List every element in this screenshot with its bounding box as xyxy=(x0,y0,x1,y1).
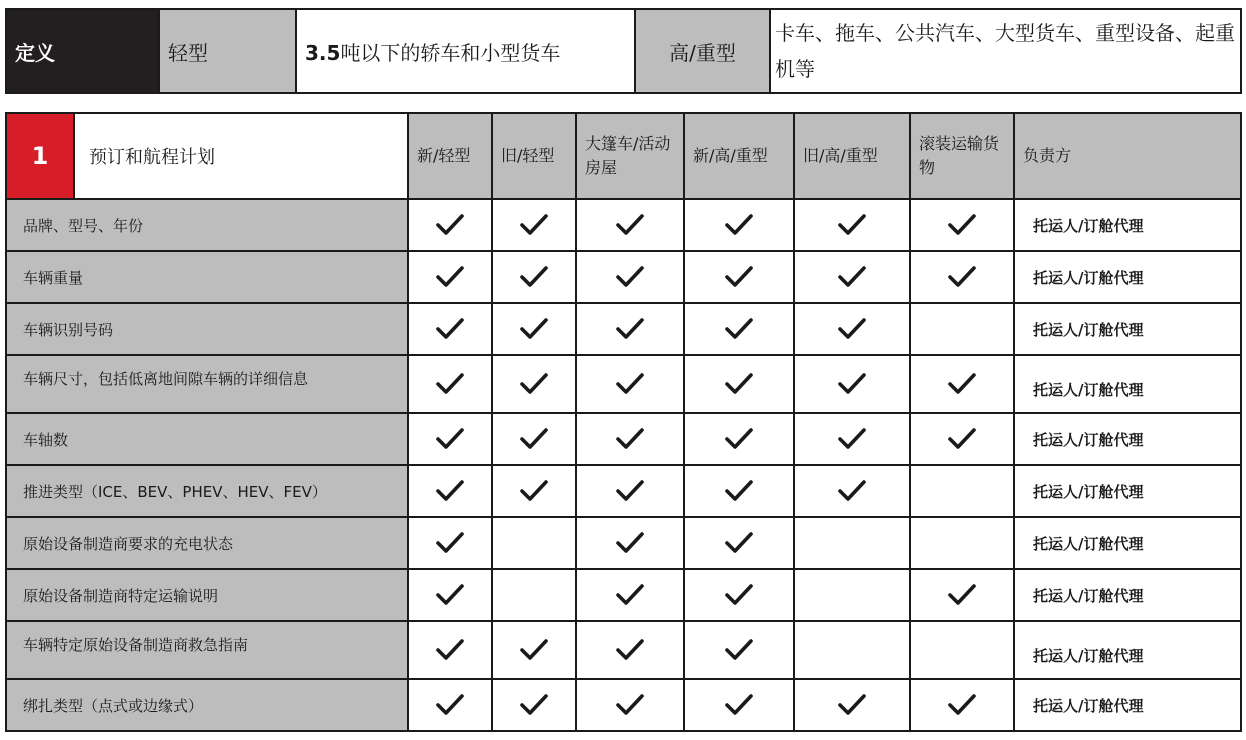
row-label: 原始设备制造商特定运输说明 xyxy=(6,569,408,621)
definition-table xyxy=(5,8,1242,94)
check-cell xyxy=(684,355,794,413)
table-row xyxy=(6,621,1241,679)
check-icon xyxy=(578,692,682,718)
check-icon xyxy=(686,582,792,608)
check-icon xyxy=(410,316,490,342)
definition-heading: 定义 xyxy=(6,9,159,93)
row-label: 品牌、型号、年份 xyxy=(6,199,408,251)
check-icon xyxy=(494,371,574,397)
column-header-used-light: 旧/轻型 xyxy=(492,113,576,199)
check-cell xyxy=(576,465,684,517)
check-icon xyxy=(410,478,490,504)
check-cell xyxy=(684,517,794,569)
check-cell xyxy=(492,251,576,303)
check-icon xyxy=(686,371,792,397)
check-icon xyxy=(912,426,1012,452)
row-label: 车轴数 xyxy=(6,413,408,465)
check-cell xyxy=(910,199,1014,251)
check-icon xyxy=(796,426,908,452)
check-cell xyxy=(910,303,1014,355)
check-icon xyxy=(578,530,682,556)
check-icon xyxy=(912,212,1012,238)
table-row xyxy=(6,569,1241,621)
check-cell xyxy=(576,199,684,251)
check-cell xyxy=(794,199,910,251)
check-icon xyxy=(578,212,682,238)
check-cell xyxy=(408,199,492,251)
check-icon xyxy=(578,478,682,504)
responsible-party: 托运人/订舱代理 xyxy=(1014,303,1241,355)
row-label: 推进类型（ICE、BEV、PHEV、HEV、FEV） xyxy=(6,465,408,517)
check-cell xyxy=(492,621,576,679)
column-header-responsible: 负责方 xyxy=(1014,113,1241,199)
check-icon xyxy=(578,264,682,290)
check-icon xyxy=(796,212,908,238)
check-cell xyxy=(576,621,684,679)
table-row xyxy=(6,517,1241,569)
check-icon xyxy=(494,692,574,718)
check-icon xyxy=(686,212,792,238)
check-cell xyxy=(684,621,794,679)
check-cell xyxy=(408,621,492,679)
check-cell xyxy=(910,251,1014,303)
section-title: 预订和航程计划 xyxy=(74,113,408,199)
check-icon xyxy=(410,637,490,663)
check-cell xyxy=(684,465,794,517)
check-cell xyxy=(910,569,1014,621)
check-cell xyxy=(794,569,910,621)
check-cell xyxy=(492,303,576,355)
check-cell xyxy=(910,621,1014,679)
heavy-type-label: 高/重型 xyxy=(635,9,770,93)
table-row xyxy=(6,303,1241,355)
row-label: 原始设备制造商要求的充电状态 xyxy=(6,517,408,569)
row-label: 车辆识别号码 xyxy=(6,303,408,355)
check-icon xyxy=(686,426,792,452)
check-icon xyxy=(912,692,1012,718)
light-type-label: 轻型 xyxy=(159,9,296,93)
check-cell xyxy=(492,355,576,413)
check-cell xyxy=(684,251,794,303)
check-icon xyxy=(686,530,792,556)
check-cell xyxy=(684,569,794,621)
light-weight-limit: 3.5 xyxy=(305,40,341,65)
check-icon xyxy=(578,582,682,608)
column-header-caravan: 大篷车/活动房屋 xyxy=(576,113,684,199)
check-icon xyxy=(796,692,908,718)
table-row xyxy=(6,251,1241,303)
check-cell xyxy=(576,251,684,303)
check-cell xyxy=(576,355,684,413)
responsible-party: 托运人/订舱代理 xyxy=(1014,251,1241,303)
check-cell xyxy=(794,355,910,413)
check-icon xyxy=(494,478,574,504)
check-cell xyxy=(910,465,1014,517)
row-label: 绑扎类型（点式或边缘式） xyxy=(6,679,408,731)
column-header-roro: 滚装运输货物 xyxy=(910,113,1014,199)
heavy-type-description: 卡车、拖车、公共汽车、大型货车、重型设备、起重机等 xyxy=(770,9,1241,93)
check-icon xyxy=(578,371,682,397)
check-icon xyxy=(410,426,490,452)
check-cell xyxy=(492,199,576,251)
check-cell xyxy=(408,569,492,621)
check-cell xyxy=(794,621,910,679)
responsible-party: 托运人/订舱代理 xyxy=(1014,413,1241,465)
section-number: 1 xyxy=(6,113,74,199)
check-icon xyxy=(912,371,1012,397)
check-cell xyxy=(794,251,910,303)
column-header-new-heavy: 新/高/重型 xyxy=(684,113,794,199)
check-icon xyxy=(686,264,792,290)
check-icon xyxy=(410,212,490,238)
check-icon xyxy=(410,371,490,397)
responsible-party: 托运人/订舱代理 xyxy=(1014,465,1241,517)
check-cell xyxy=(408,517,492,569)
check-cell xyxy=(684,679,794,731)
check-cell xyxy=(576,413,684,465)
column-header-used-heavy: 旧/高/重型 xyxy=(794,113,910,199)
table-row xyxy=(6,199,1241,251)
light-desc-text: 吨以下的轿车和小型货车 xyxy=(340,40,561,65)
check-icon xyxy=(494,426,574,452)
check-icon xyxy=(686,478,792,504)
check-icon xyxy=(494,637,574,663)
check-icon xyxy=(410,582,490,608)
check-cell xyxy=(576,569,684,621)
responsible-party: 托运人/订舱代理 xyxy=(1014,199,1241,251)
check-icon xyxy=(578,316,682,342)
check-cell xyxy=(910,517,1014,569)
check-icon xyxy=(410,692,490,718)
check-cell xyxy=(576,517,684,569)
responsible-party: 托运人/订舱代理 xyxy=(1014,517,1241,569)
check-icon xyxy=(494,212,574,238)
requirements-table xyxy=(5,112,1242,732)
check-icon xyxy=(578,637,682,663)
check-cell xyxy=(910,413,1014,465)
check-cell xyxy=(492,517,576,569)
check-cell xyxy=(684,199,794,251)
check-icon xyxy=(796,264,908,290)
check-icon xyxy=(686,637,792,663)
table-row xyxy=(6,355,1241,413)
responsible-party: 托运人/订舱代理 xyxy=(1014,679,1241,731)
check-cell xyxy=(492,569,576,621)
check-cell xyxy=(684,303,794,355)
check-icon xyxy=(578,426,682,452)
check-cell xyxy=(684,413,794,465)
check-cell xyxy=(910,355,1014,413)
check-cell xyxy=(408,251,492,303)
check-cell xyxy=(576,679,684,731)
check-cell xyxy=(794,465,910,517)
row-label: 车辆特定原始设备制造商救急指南 xyxy=(6,621,408,679)
check-cell xyxy=(408,413,492,465)
column-header-new-light: 新/轻型 xyxy=(408,113,492,199)
check-icon xyxy=(686,692,792,718)
check-cell xyxy=(408,303,492,355)
check-icon xyxy=(912,582,1012,608)
check-cell xyxy=(492,413,576,465)
check-icon xyxy=(796,478,908,504)
check-icon xyxy=(494,316,574,342)
row-label: 车辆尺寸，包括低离地间隙车辆的详细信息 xyxy=(6,355,408,413)
check-cell xyxy=(408,355,492,413)
check-cell xyxy=(794,679,910,731)
check-cell xyxy=(408,679,492,731)
table-row xyxy=(6,679,1241,731)
check-cell xyxy=(910,679,1014,731)
check-icon xyxy=(410,530,490,556)
check-cell xyxy=(492,679,576,731)
check-cell xyxy=(794,303,910,355)
table-row xyxy=(6,465,1241,517)
check-icon xyxy=(686,316,792,342)
header-row xyxy=(6,113,1241,199)
check-icon xyxy=(796,371,908,397)
check-cell xyxy=(576,303,684,355)
check-icon xyxy=(410,264,490,290)
check-icon xyxy=(912,264,1012,290)
table-row xyxy=(6,413,1241,465)
check-cell xyxy=(794,413,910,465)
responsible-party: 托运人/订舱代理 xyxy=(1014,621,1241,679)
light-type-description xyxy=(296,9,635,93)
row-label: 车辆重量 xyxy=(6,251,408,303)
check-cell xyxy=(794,517,910,569)
check-cell xyxy=(408,465,492,517)
check-icon xyxy=(494,264,574,290)
responsible-party: 托运人/订舱代理 xyxy=(1014,355,1241,413)
responsible-party: 托运人/订舱代理 xyxy=(1014,569,1241,621)
check-cell xyxy=(492,465,576,517)
check-icon xyxy=(796,316,908,342)
